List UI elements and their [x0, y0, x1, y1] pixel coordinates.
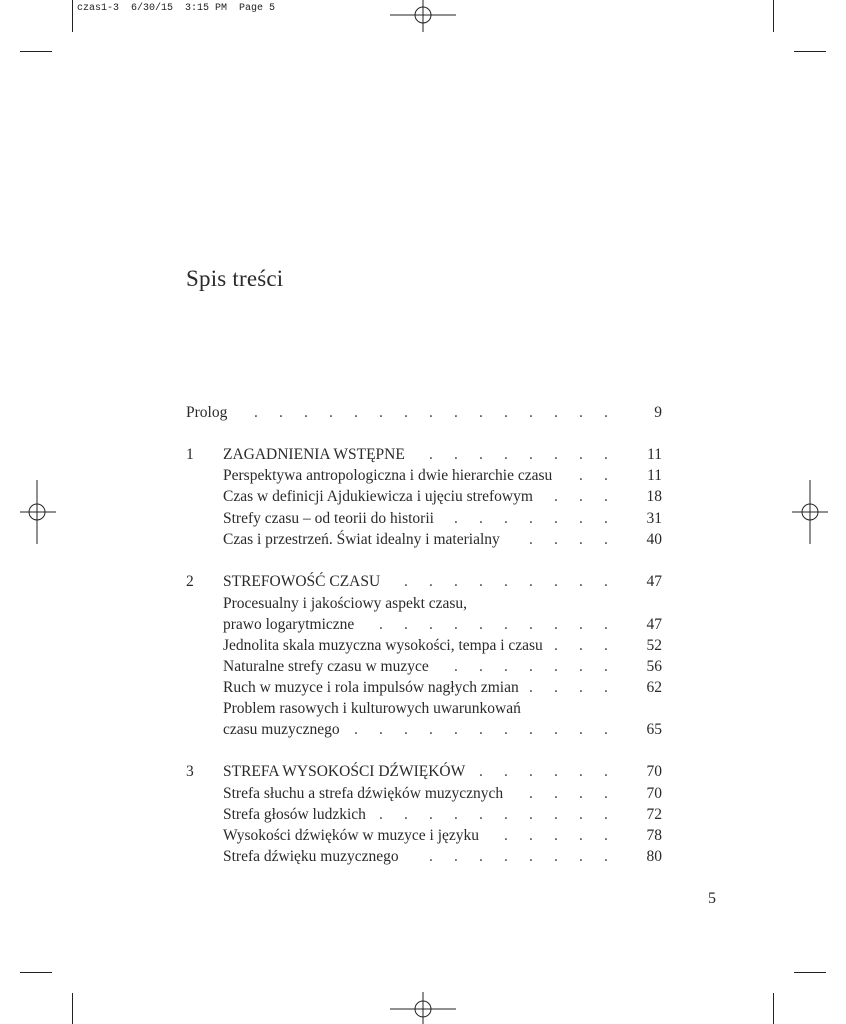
- chapter-number: 3: [186, 763, 194, 780]
- page-number-ref: 56: [646, 658, 662, 675]
- section-title: Ruch w muzyce i rola impulsów nagłych zmian: [223, 679, 519, 696]
- toc-entry: 2 STREFOWOŚĆ CZASU . . . . . . . . . 47: [186, 573, 662, 590]
- toc-entry: Prolog . . . . . . . . . . . . . . . 9: [186, 404, 662, 421]
- toc-title: Prolog: [186, 404, 228, 421]
- page-title: Spis treści: [186, 266, 284, 291]
- toc-entry: 3 STREFA WYSOKOŚCI DŹWIĘKÓW . . . . . . 70: [186, 763, 662, 780]
- chapter-number: 1: [186, 446, 194, 463]
- crop-mark: [773, 993, 774, 1024]
- section-title: Strefy czasu – od teorii do historii: [223, 510, 434, 527]
- section-title: Czas w definicji Ajdukiewicza i ujęciu strefowym: [223, 488, 533, 505]
- toc-entry: Wysokości dźwięków w muzyce i języku . . . . . 78: [223, 827, 662, 844]
- toc-entry: czasu muzycznego . . . . . . . . . . . 65: [223, 721, 662, 738]
- section-title: Wysokości dźwięków w muzyce i języku: [223, 827, 480, 844]
- page-number-ref: 47: [646, 573, 662, 590]
- section-title: Naturalne strefy czasu w muzyce: [223, 658, 429, 675]
- toc-entry: [0, 593, 846, 614]
- registration-mark-icon: [390, 992, 456, 1024]
- crop-mark: [72, 993, 73, 1024]
- page-number-ref: 70: [646, 763, 662, 780]
- page-number-ref: 18: [646, 488, 662, 505]
- section-title: Strefa głosów ludzkich: [223, 806, 366, 823]
- chapter-title: ZAGADNIENIA WSTĘPNE: [223, 446, 405, 463]
- page-number: 5: [708, 890, 716, 907]
- section-title: czasu muzycznego: [223, 721, 340, 738]
- toc-entry: Naturalne strefy czasu w muzyce . . . . . . . 56: [223, 658, 662, 675]
- section-title: Czas i przestrzeń. Świat idealny i materialny: [223, 531, 500, 548]
- crop-mark: [72, 0, 73, 32]
- registration-mark-icon: [390, 0, 456, 32]
- toc-entry: [0, 698, 846, 719]
- page-number-ref: 40: [646, 531, 662, 548]
- page-number-ref: 78: [646, 827, 662, 844]
- page-number-ref: 72: [646, 806, 662, 823]
- chapter-title: STREFOWOŚĆ CZASU: [223, 573, 381, 590]
- toc-entry: Strefy czasu – od teorii do historii . . . . . . . 31: [223, 510, 662, 527]
- chapter-number: 2: [186, 573, 194, 590]
- page-number-ref: 52: [646, 637, 662, 654]
- toc-entry: Ruch w muzyce i rola impulsów nagłych zmian . . . . 62: [223, 679, 662, 696]
- page-number-ref: 47: [646, 616, 662, 633]
- section-title: prawo logarytmiczne: [223, 616, 355, 633]
- chapter-title: STREFA WYSOKOŚCI DŹWIĘKÓW: [223, 763, 466, 780]
- toc-entry: Strefa dźwięku muzycznego . . . . . . . . 80: [223, 848, 662, 865]
- toc-entry: 1 ZAGADNIENIA WSTĘPNE . . . . . . . . 11: [186, 446, 662, 463]
- page-number-ref: 9: [654, 404, 662, 421]
- section-title: Jednolita skala muzyczna wysokości, tempa i czasu: [223, 637, 543, 654]
- toc-entry: Jednolita skala muzyczna wysokości, tempa i czasu . . . 52: [223, 637, 662, 654]
- section-title: Procesualny i jakościowy aspekt czasu,: [223, 595, 468, 612]
- crop-mark: [20, 972, 52, 973]
- section-title: Problem rasowych i kulturowych uwarunkowań: [223, 700, 521, 717]
- section-title: Perspektywa antropologiczna i dwie hierarchie czasu: [223, 467, 553, 484]
- section-title: Strefa dźwięku muzycznego: [223, 848, 399, 865]
- crop-mark: [20, 51, 52, 52]
- toc-entry: Perspektywa antropologiczna i dwie hierarchie czasu . . 11: [223, 467, 662, 484]
- toc-entry: Czas i przestrzeń. Świat idealny i materialny . . . . 40: [223, 531, 662, 548]
- toc-entry: Strefa słuchu a strefa dźwięków muzycznych . . . . 70: [223, 785, 662, 802]
- page-number-ref: 65: [646, 721, 662, 738]
- toc-entry: Strefa głosów ludzkich . . . . . . . . . . 72: [223, 806, 662, 823]
- section-title: Strefa słuchu a strefa dźwięków muzycznych: [223, 785, 504, 802]
- toc-entry: prawo logarytmiczne . . . . . . . . . . 47: [223, 616, 662, 633]
- page-number-ref: 80: [646, 848, 662, 865]
- page-number-ref: 11: [647, 467, 662, 484]
- page-number-ref: 62: [646, 679, 662, 696]
- crop-mark: [773, 0, 774, 32]
- page-number-ref: 70: [646, 785, 662, 802]
- crop-mark: [794, 51, 826, 52]
- page-number-ref: 11: [647, 446, 662, 463]
- toc-entry: Czas w definicji Ajdukiewicza i ujęciu strefowym . . . 18: [223, 488, 662, 505]
- crop-mark: [794, 972, 826, 973]
- print-slug: czas1-3 6/30/15 3:15 PM Page 5: [77, 3, 276, 14]
- page-number-ref: 31: [646, 510, 662, 527]
